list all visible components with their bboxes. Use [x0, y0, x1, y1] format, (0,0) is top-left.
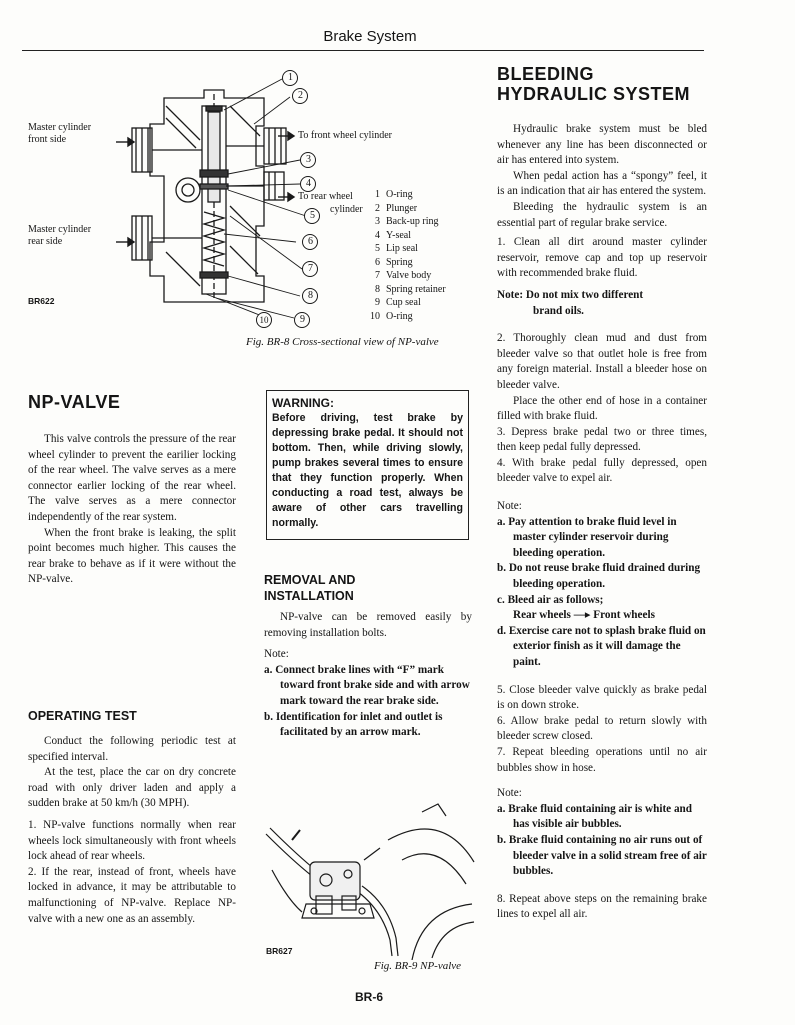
bleeding-note-3-label: Note:: [497, 787, 522, 800]
parts-list: [364, 188, 446, 323]
callout-2: 2: [298, 90, 303, 101]
bleeding-para-1: Hydraulic brake system must be bled whenever any line has been disconnected or air has entered into system.: [497, 123, 707, 167]
bleeding-step-6: 6. Allow brake pedal to return slowly with bleeder screw closed.: [497, 714, 707, 743]
bleeding-note-item: b. Do not reuse brake fluid drained during bleeding operation.: [497, 562, 701, 591]
label-to-rear-wheel-2: cylinder: [330, 204, 363, 215]
label-master-rear-1: Master cylinder: [28, 224, 92, 235]
removal-para-1: NP-valve can be removed easily by removing installation bolts.: [264, 611, 472, 639]
removal-note-item: a. Connect brake lines with “F” mark toward front brake side and with arrow mark toward the rear brake side.: [264, 663, 470, 707]
label-to-rear-wheel-1: To rear wheel: [298, 191, 353, 202]
page-number: BR-6: [355, 990, 384, 1004]
bleeding-note-1-line-2: brand oils.: [533, 304, 584, 317]
callout-4: 4: [306, 178, 311, 189]
bleeding-section: [497, 64, 707, 923]
part-item: 1 O-ring: [375, 189, 413, 200]
bleeding-step-1: 1. Clean all dirt around master cylinder reservoir, remove cap and top up reservoir with recommended brake fluid.: [497, 236, 707, 280]
callout-1: 1: [288, 72, 293, 83]
part-item: 3 Back-up ring: [375, 216, 439, 227]
callout-7: 7: [308, 263, 313, 274]
figure-caption-br8: Fig. BR-8 Cross-sectional view of NP-valve: [246, 336, 439, 348]
label-to-front-wheel: To front wheel cylinder: [298, 130, 392, 141]
label-master-front-1: Master cylinder: [28, 122, 92, 133]
part-item: 4 Y-seal: [375, 229, 411, 241]
removal-note-item: b. Identification for inlet and outlet is facilitated by an arrow mark.: [264, 710, 443, 739]
part-item: 8 Spring retainer: [375, 283, 446, 295]
removal-section: [264, 572, 472, 741]
label-master-rear-2: rear side: [28, 236, 63, 247]
label-master-front-2: front side: [28, 134, 67, 145]
operating-test-step-2: 2. If the rear, instead of front, wheels have locked in advance, it may be attributable to malfunctioning of NP-valve. Replace NP-valve with a new one as an assembly.: [28, 865, 236, 925]
bleeding-notes-2: [497, 515, 707, 671]
np-valve-para-2: When the front brake is leaking, the split point becomes much higher. This causes the rear brake to behave as if it were without the NP-valve.: [28, 526, 236, 586]
np-valve-section: [28, 392, 236, 588]
bleeding-step-7: 7. Repeat bleeding operations until no air bubbles show in hose.: [497, 745, 707, 774]
bleeding-step-5: 5. Close bleeder valve quickly as brake pedal is on down stroke.: [497, 683, 707, 712]
bleeding-step-2: 2. Thoroughly clean mud and dust from bleeder valve so that outlet hole is free from any foreign material. Install a bleeder hose on bleeder valve.: [497, 332, 707, 391]
bleeding-note-item: b. Brake fluid containing no air runs out of bleeder valve in a solid stream free of air bubbles.: [497, 833, 707, 878]
bleeding-note-item: a. Pay attention to brake fluid level in master cylinder reservoir during bleeding operation.: [497, 515, 677, 559]
operating-test-para-2: At the test, place the car on dry concrete road with only driver laden and apply a sudden brake at 50 km/h (30 MPH).: [28, 766, 236, 810]
header-rule: [22, 50, 704, 51]
warning-text: Before driving, test brake by depressing brake pedal. It should not bottom. Then, while driving slowly, pump brakes several times to ensure that they function properly. When conducting a road test, always be aware of other cars travelling normally.: [272, 412, 463, 529]
bleeding-step-4: 4. With brake pedal fully depressed, open bleeder valve to expel air.: [497, 456, 707, 485]
part-item: 5 Lip seal: [375, 243, 418, 254]
callout-10: 10: [259, 315, 269, 325]
callout-9: 9: [300, 314, 305, 325]
callout-6: 6: [308, 236, 313, 247]
operating-test-heading: OPERATING TEST: [28, 709, 137, 723]
bleeding-note-item: d. Exercise care not to splash brake fluid on exterior finish as it will damage the paint.: [497, 624, 706, 668]
part-item: 7 Valve body: [375, 270, 432, 281]
np-valve-install-drawing: [262, 800, 476, 960]
callout-5: 5: [310, 210, 315, 221]
operating-test-para-1: Conduct the following periodic test at specified interval.: [28, 735, 236, 763]
np-valve-para-1: This valve controls the pressure of the rear wheel cylinder to prevent the earilier locking of the rear wheel. The valve serves as a mere connector earlier locking of the rear wheel. The valve serves as a mere connector independently of the rear system.: [28, 433, 236, 523]
removal-note-label: Note:: [264, 648, 289, 661]
operating-test-section: [28, 708, 236, 927]
figure-code-br622: BR622: [28, 296, 55, 306]
bleeding-note-1-line-1: Note: Do not mix two different: [497, 288, 644, 301]
removal-heading-1: REMOVAL AND: [264, 573, 356, 587]
bleeding-step-2b: Place the other end of hose in a container filled with brake fluid.: [497, 394, 707, 423]
bleeding-para-3: Bleeding the hydraulic system is an essential part of regular brake service.: [497, 200, 707, 229]
removal-notes: [264, 663, 472, 741]
np-valve-install-figure: [262, 800, 476, 978]
figure-caption-br9: Fig. BR-9 NP-valve: [374, 960, 462, 972]
page-header-title: Brake System: [323, 28, 417, 45]
warning-box: [266, 390, 469, 540]
bleeding-para-2: When pedal action has a “spongy” feel, it is an indication that air has entered the system.: [497, 169, 707, 198]
part-item: 10 O-ring: [370, 310, 413, 322]
part-item: 9 Cup seal: [375, 297, 421, 308]
figure-code-br627: BR627: [266, 946, 293, 956]
bleeding-note-item: c. Bleed air as follows; Rear wheels —▸ Front wheels: [497, 593, 655, 622]
part-item: 6 Spring: [375, 256, 413, 268]
removal-heading-2: INSTALLATION: [264, 589, 354, 603]
warning-title: WARNING:: [272, 396, 334, 410]
np-valve-heading: NP-VALVE: [28, 392, 121, 412]
callout-8: 8: [308, 290, 313, 301]
bleeding-notes-3: [497, 802, 707, 880]
bleeding-heading-1: BLEEDING: [497, 64, 595, 84]
operating-test-step-1: 1. NP-valve functions normally when rear wheels lock simultaneously with front wheels lock ahead of rear wheels.: [28, 818, 236, 863]
part-item: 2 Plunger: [375, 202, 418, 214]
np-valve-figure: [24, 66, 484, 356]
bleeding-note-item: a. Brake fluid containing air is white and has visible air bubbles.: [497, 802, 692, 831]
bleeding-note-2-label: Note:: [497, 500, 522, 513]
bleeding-heading-2: HYDRAULIC SYSTEM: [497, 84, 691, 104]
bleeding-step-3: 3. Depress brake pedal two or three times, then keep pedal fully depressed.: [497, 425, 707, 454]
callout-3: 3: [306, 154, 311, 165]
bleeding-step-8: 8. Repeat above steps on the remaining brake lines to expel all air.: [497, 892, 707, 921]
